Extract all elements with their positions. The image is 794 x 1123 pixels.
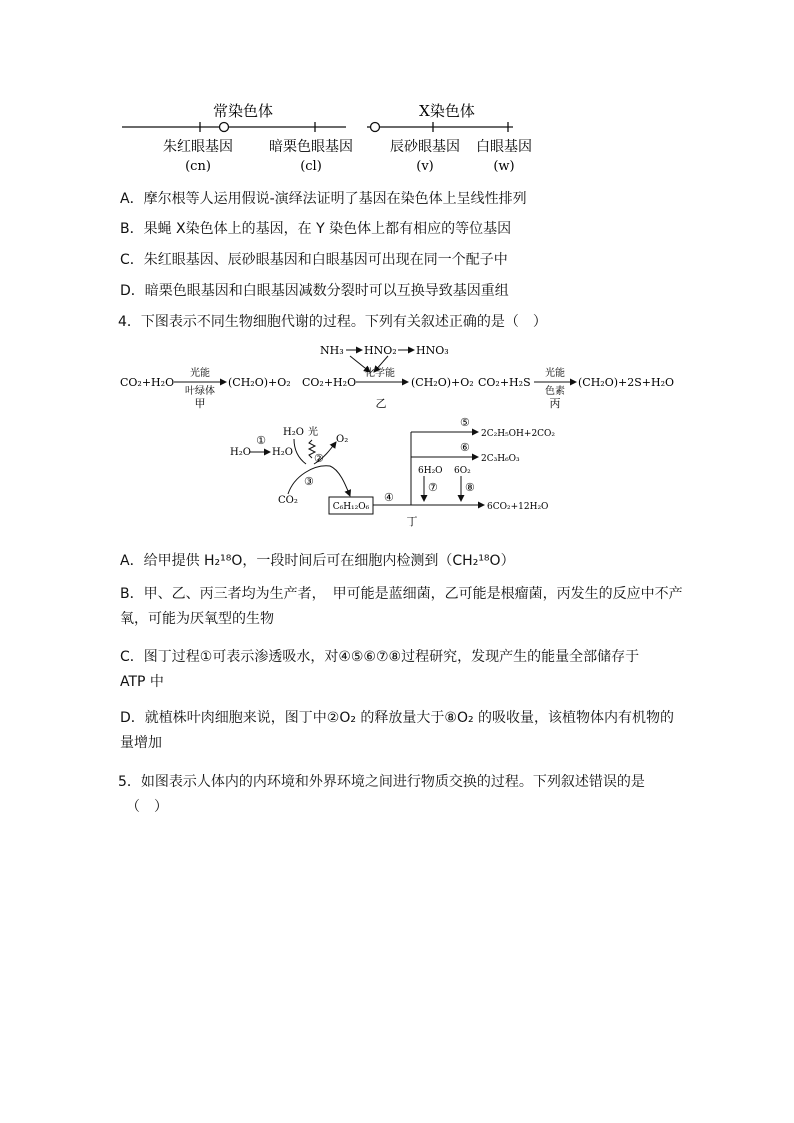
autosome-title: 常染色体 [212, 102, 274, 120]
x-chromosome-title: X染色体 [419, 102, 475, 120]
ding-light: 光 [308, 427, 318, 438]
metabolism-diagram [118, 338, 688, 528]
q3-option-c: C．朱红眼基因、辰砂眼基因和白眼基因可出现在同一个配子中 [120, 252, 508, 268]
gene-cn-symbol: (cn) [185, 159, 211, 174]
jia-label: 甲 [194, 397, 206, 410]
ding-step-2: ② [314, 452, 324, 465]
ding-step-3: ③ [304, 475, 314, 488]
ding-step-4: ④ [384, 491, 394, 504]
q3-option-a: A．摩尔根等人运用假说-演绎法证明了基因在染色体上呈线性排列 [120, 191, 527, 207]
ding-step-7: ⑦ [428, 481, 438, 494]
ding-product-8: 6CO₂+12H₂O [487, 502, 549, 512]
bing-energy: 光能 [545, 368, 565, 379]
ding-step-1: ① [256, 434, 266, 447]
bing-products: (CH₂O)+2S+H₂O [578, 376, 675, 389]
yi-label: 乙 [375, 397, 387, 410]
gene-w-name: 白眼基因 [476, 139, 532, 155]
ding-water-curve [294, 439, 306, 464]
yi-products: (CH₂O)+O₂ [411, 376, 474, 389]
q4-option-c-line1: C．图丁过程①可表示渗透吸水，对④⑤⑥⑦⑧过程研究，发现产生的能量全部储存于 [120, 649, 640, 665]
ding-h2o-top: H₂O [283, 427, 304, 438]
ding-step-8: ⑧ [465, 481, 475, 494]
q4-option-b-line1: B．甲、乙、丙三者均为生产者， 甲可能是蓝细菌，乙可能是根瘤菌，丙发生的反应中不产 [120, 586, 683, 602]
q3-option-d: D．暗栗色眼基因和白眼基因减数分裂时可以互换导致基因重组 [120, 283, 509, 299]
q4-option-d-line2: 量增加 [120, 735, 162, 751]
ding-h2o-left: H₂O [230, 447, 251, 458]
chromosome-figure [118, 96, 548, 176]
q3-option-b: B．果蝇 X染色体上的基因，在 Y 染色体上都有相应的等位基因 [120, 221, 512, 237]
ding-6o2: 6O₂ [454, 466, 471, 476]
gene-v-symbol: (v) [416, 159, 434, 174]
ding-co2: CO₂ [278, 495, 298, 506]
q4-option-a: A．给甲提供 H₂¹⁸O，一段时间后可在细胞内检测到（CH₂¹⁸O） [120, 553, 515, 569]
bing-pigment: 色素 [545, 386, 565, 397]
x-centromere [371, 123, 380, 132]
ding-glucose: C₆H₁₂O₆ [332, 502, 370, 512]
q4-option-b-line2: 氧，可能为厌氧型的生物 [120, 611, 274, 627]
metabolism-figure [118, 338, 688, 528]
ding-product-5: 2C₂H₅OH+2CO₂ [481, 429, 556, 439]
yi-hno2: HNO₂ [364, 344, 397, 357]
ding-calvin-arrow [288, 466, 350, 496]
jia-reactants: CO₂+H₂O [120, 376, 175, 389]
ding-step-5: ⑤ [460, 416, 470, 429]
gene-w-symbol: (w) [493, 159, 515, 174]
jia-site: 叶绿体 [185, 386, 215, 397]
ding-o2: O₂ [336, 434, 349, 445]
ding-product-6: 2C₃H₆O₃ [481, 454, 520, 464]
q5-stem-line1: 5．如图表示人体内的内环境和外界环境之间进行物质交换的过程。下列叙述错误的是 [118, 774, 645, 790]
yi-hno3: HNO₃ [416, 344, 449, 357]
jia-products: (CH₂O)+O₂ [228, 376, 291, 389]
ding-6h2o: 6H₂O [418, 466, 443, 476]
q4-option-c-line2: ATP 中 [120, 674, 164, 690]
yi-energy: 化学能 [365, 368, 395, 379]
ding-step-6: ⑥ [460, 441, 470, 454]
gene-cl-name: 暗栗色眼基因 [269, 139, 353, 155]
yi-nh3: NH₃ [320, 344, 344, 357]
ding-h2o-mid: H₂O [272, 447, 293, 458]
gene-cn-name: 朱红眼基因 [163, 139, 233, 155]
bing-label: 丙 [549, 397, 561, 410]
gene-v-name: 辰砂眼基因 [390, 139, 460, 155]
jia-energy: 光能 [190, 368, 210, 379]
autosome-centromere [220, 123, 229, 132]
q4-option-d-line1: D．就植株叶肉细胞来说，图丁中②O₂ 的释放量大于⑧O₂ 的吸收量，该植物体内有机物的 [120, 710, 675, 726]
chromosome-diagram [118, 96, 548, 176]
bing-reactants: CO₂+H₂S [478, 376, 531, 389]
gene-cl-symbol: (cl) [300, 159, 322, 174]
yi-reactants: CO₂+H₂O [302, 376, 357, 389]
q4-stem: 4．下图表示不同生物细胞代谢的过程。下列有关叙述正确的是（ ） [118, 314, 547, 330]
q5-stem-line2: （ ） [126, 799, 168, 815]
ding-label: 丁 [406, 515, 418, 528]
